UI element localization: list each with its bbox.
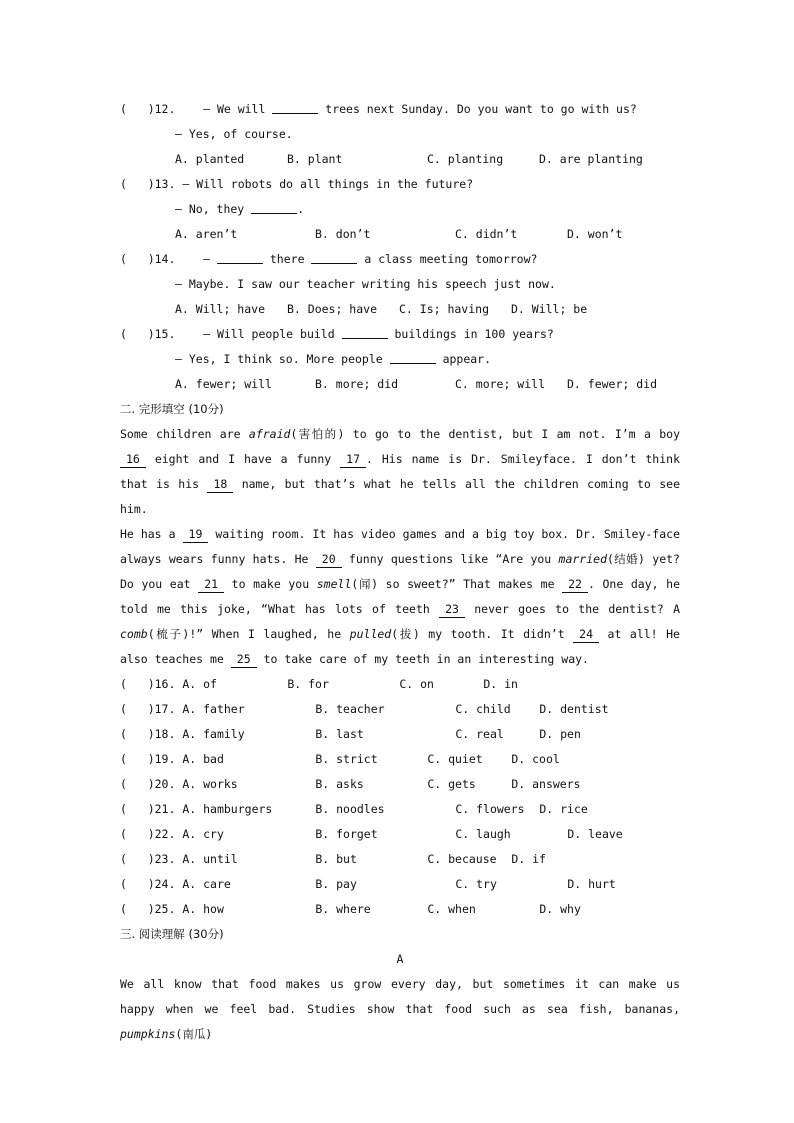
option-a: A. aren’t (175, 227, 238, 241)
cloze-paragraph-1 (120, 422, 680, 522)
option-d: D. fewer; did (567, 377, 658, 391)
option-c: C. because (427, 852, 497, 866)
passage-text: so sweet?” That makes me (378, 577, 563, 591)
passage-text: yet? Do you eat (120, 552, 680, 591)
question-number: ( )19. (120, 752, 176, 766)
question-15 (120, 322, 680, 347)
option-c: C. laugh (455, 827, 511, 841)
option-b: B. last (315, 727, 364, 741)
option-a: A. cry (182, 827, 224, 841)
option-c: C. flowers (455, 802, 525, 816)
passage-text: We all know that food makes us grow every day, but sometimes it can make us happy when we feel bad. Studies show that food such as sea fish, bananas, (120, 977, 680, 1016)
gloss: (南瓜) (175, 1027, 213, 1041)
option-b: B. plant (287, 152, 343, 166)
gloss: (闻) (351, 577, 379, 591)
question-stem: — Will robots do all things in the future? (182, 177, 474, 191)
choice-row (120, 772, 680, 797)
option-a: A. works (182, 777, 238, 791)
question-number: ( )20. (120, 777, 176, 791)
choice-row (120, 822, 680, 847)
passage-text: . His name is Dr. Smileyface. I don’t think that is his (120, 452, 681, 491)
question-number: ( )25. (120, 902, 176, 916)
option-a: A. fewer; will (175, 377, 272, 391)
option-c: C. quiet (427, 752, 483, 766)
question-number: ( )16. (120, 677, 176, 691)
option-b: B. for (287, 677, 329, 691)
passage-text: Some children are (120, 427, 249, 441)
question-stem: trees next Sunday. Do you want to go with us? (318, 102, 637, 116)
choice-row (120, 722, 680, 747)
reply-text: — Yes, I think so. More people (175, 352, 390, 366)
question-number: ( )22. (120, 827, 176, 841)
question-number: ( )21. (120, 802, 176, 816)
passage-text: He has a (120, 527, 183, 541)
choice-row (120, 897, 680, 922)
option-d: D. are planting (539, 152, 643, 166)
answer-blank[interactable] (311, 249, 357, 264)
answer-blank[interactable] (217, 249, 263, 264)
question-reply: — Yes, of course. (175, 127, 293, 141)
option-b: B. pay (315, 877, 357, 891)
passage-text: !” When I laughed, he (189, 627, 350, 641)
option-b: B. strict (315, 752, 378, 766)
passage-text: waiting room. It has video games and a big toy box. Dr. Smiley-face always wears funny hats. He (120, 527, 681, 566)
reply-text: — No, they (175, 202, 252, 216)
option-c: C. on (399, 677, 434, 691)
question-number: ( )15. (120, 327, 176, 341)
option-c: C. when (427, 902, 476, 916)
gloss: (拔) (391, 627, 420, 641)
option-c: C. planting (427, 152, 504, 166)
option-c: C. didn’t (455, 227, 518, 241)
question-number: ( )17. (120, 702, 176, 716)
cloze-blank[interactable]: 20 (316, 551, 342, 568)
passage-text: to make you (224, 577, 317, 591)
choice-row (120, 672, 680, 697)
passage-text: to go to the dentist, but I am not. I’m a boy (344, 427, 680, 441)
option-d: D. why (539, 902, 581, 916)
option-d: D. in (483, 677, 518, 691)
option-a: A. until (182, 852, 238, 866)
option-b: B. more; did (315, 377, 399, 391)
passage-text: funny questions like “Are you (341, 552, 559, 566)
option-b: B. but (315, 852, 357, 866)
option-c: C. real (455, 727, 504, 741)
option-c: C. Is; having (399, 302, 490, 316)
choice-row (120, 697, 680, 722)
option-d: D. won’t (567, 227, 623, 241)
question-reply: — Maybe. I saw our teacher writing his speech just now. (175, 277, 556, 291)
passage-text: to take care of my teeth in an interesting way. (256, 652, 589, 666)
option-d: D. Will; be (511, 302, 588, 316)
option-d: D. hurt (567, 877, 616, 891)
option-a: A. bad (182, 752, 224, 766)
passage-text: never goes to the dentist? A (464, 602, 680, 616)
question-13 (120, 172, 680, 197)
passage-text: eight and I have a funny (145, 452, 341, 466)
passage-label: A (396, 952, 404, 966)
question-options (120, 372, 680, 397)
question-stem: a class meeting tomorrow? (357, 252, 538, 266)
cloze-blank[interactable]: 21 (198, 576, 224, 593)
question-reply (120, 197, 680, 222)
option-c: C. try (455, 877, 497, 891)
question-number: ( )12. (120, 102, 176, 116)
option-c: C. child (455, 702, 511, 716)
question-number: ( )14. (120, 252, 176, 266)
section-title-reading: 三. 阅读理解 (30分) (120, 927, 224, 941)
cloze-blank[interactable]: 23 (439, 601, 465, 618)
answer-blank[interactable] (342, 324, 388, 339)
option-b: B. asks (315, 777, 364, 791)
section-title-cloze: 二. 完形填空 (10分) (120, 402, 224, 416)
option-b: B. Does; have (287, 302, 378, 316)
option-d: D. dentist (539, 702, 609, 716)
answer-blank[interactable] (272, 99, 318, 114)
option-d: D. leave (567, 827, 623, 841)
answer-blank[interactable] (251, 199, 297, 214)
option-a: A. hamburgers (182, 802, 273, 816)
passage-text: . One day, he told me this joke, “What has lots of teeth (120, 577, 681, 616)
option-a: A. how (182, 902, 224, 916)
option-a: A. planted (175, 152, 245, 166)
option-c: C. gets (427, 777, 476, 791)
reply-text: appear. (435, 352, 492, 366)
cloze-blank[interactable]: 19 (183, 526, 209, 543)
passage-text: name, but that’s what he tells all the children coming to see him. (120, 477, 680, 516)
option-d: D. if (511, 852, 546, 866)
cloze-blank[interactable]: 24 (573, 626, 599, 643)
option-a: A. family (182, 727, 245, 741)
cloze-blank[interactable]: 25 (231, 651, 257, 668)
gloss: (梳子) (147, 627, 190, 641)
cloze-blank[interactable]: 18 (207, 476, 233, 493)
question-options (120, 297, 680, 322)
choice-row (120, 747, 680, 772)
question-stem: buildings in 100 years? (387, 327, 554, 341)
choice-row (120, 797, 680, 822)
option-b: B. don’t (315, 227, 371, 241)
option-b: B. noodles (315, 802, 385, 816)
question-12 (120, 97, 680, 122)
passage-text: at all! He also teaches me (120, 627, 680, 666)
glossed-word: comb (120, 627, 148, 641)
question-stem: — (203, 252, 217, 266)
option-a: A. father (182, 702, 245, 716)
cloze-blank[interactable]: 17 (340, 451, 366, 468)
passage-text: my tooth. It didn’t (419, 627, 574, 641)
question-options (120, 147, 680, 172)
option-d: D. rice (539, 802, 588, 816)
option-d: D. pen (539, 727, 581, 741)
cloze-blank[interactable]: 22 (562, 576, 588, 593)
option-a: A. of (182, 677, 217, 691)
glossed-word: pulled (349, 627, 392, 641)
question-stem: — We will (203, 102, 273, 116)
question-14 (120, 247, 680, 272)
option-d: D. cool (511, 752, 560, 766)
choice-row (120, 872, 680, 897)
question-stem: — Will people build (203, 327, 342, 341)
question-options (120, 222, 680, 247)
reply-text: . (297, 202, 305, 216)
gloss: (害怕的) (290, 427, 345, 441)
glossed-word: smell (316, 577, 352, 591)
cloze-blank[interactable]: 16 (120, 451, 146, 468)
question-number: ( )23. (120, 852, 176, 866)
glossed-word: married (558, 552, 607, 566)
glossed-word: pumpkins (120, 1027, 176, 1041)
gloss: (结婚) (607, 552, 645, 566)
option-a: A. Will; have (175, 302, 266, 316)
reading-paragraph (120, 972, 680, 1047)
option-d: D. answers (511, 777, 581, 791)
worksheet-page (120, 97, 680, 1047)
question-number: ( )24. (120, 877, 176, 891)
option-a: A. care (182, 877, 231, 891)
question-stem: there (262, 252, 312, 266)
option-b: B. teacher (315, 702, 385, 716)
glossed-word: afraid (248, 427, 291, 441)
answer-blank[interactable] (390, 349, 436, 364)
question-number: ( )13. (120, 177, 176, 191)
choice-row (120, 847, 680, 872)
cloze-paragraph-2 (120, 522, 680, 672)
question-number: ( )18. (120, 727, 176, 741)
option-b: B. forget (315, 827, 378, 841)
option-b: B. where (315, 902, 371, 916)
option-c: C. more; will (455, 377, 546, 391)
question-reply (120, 347, 680, 372)
